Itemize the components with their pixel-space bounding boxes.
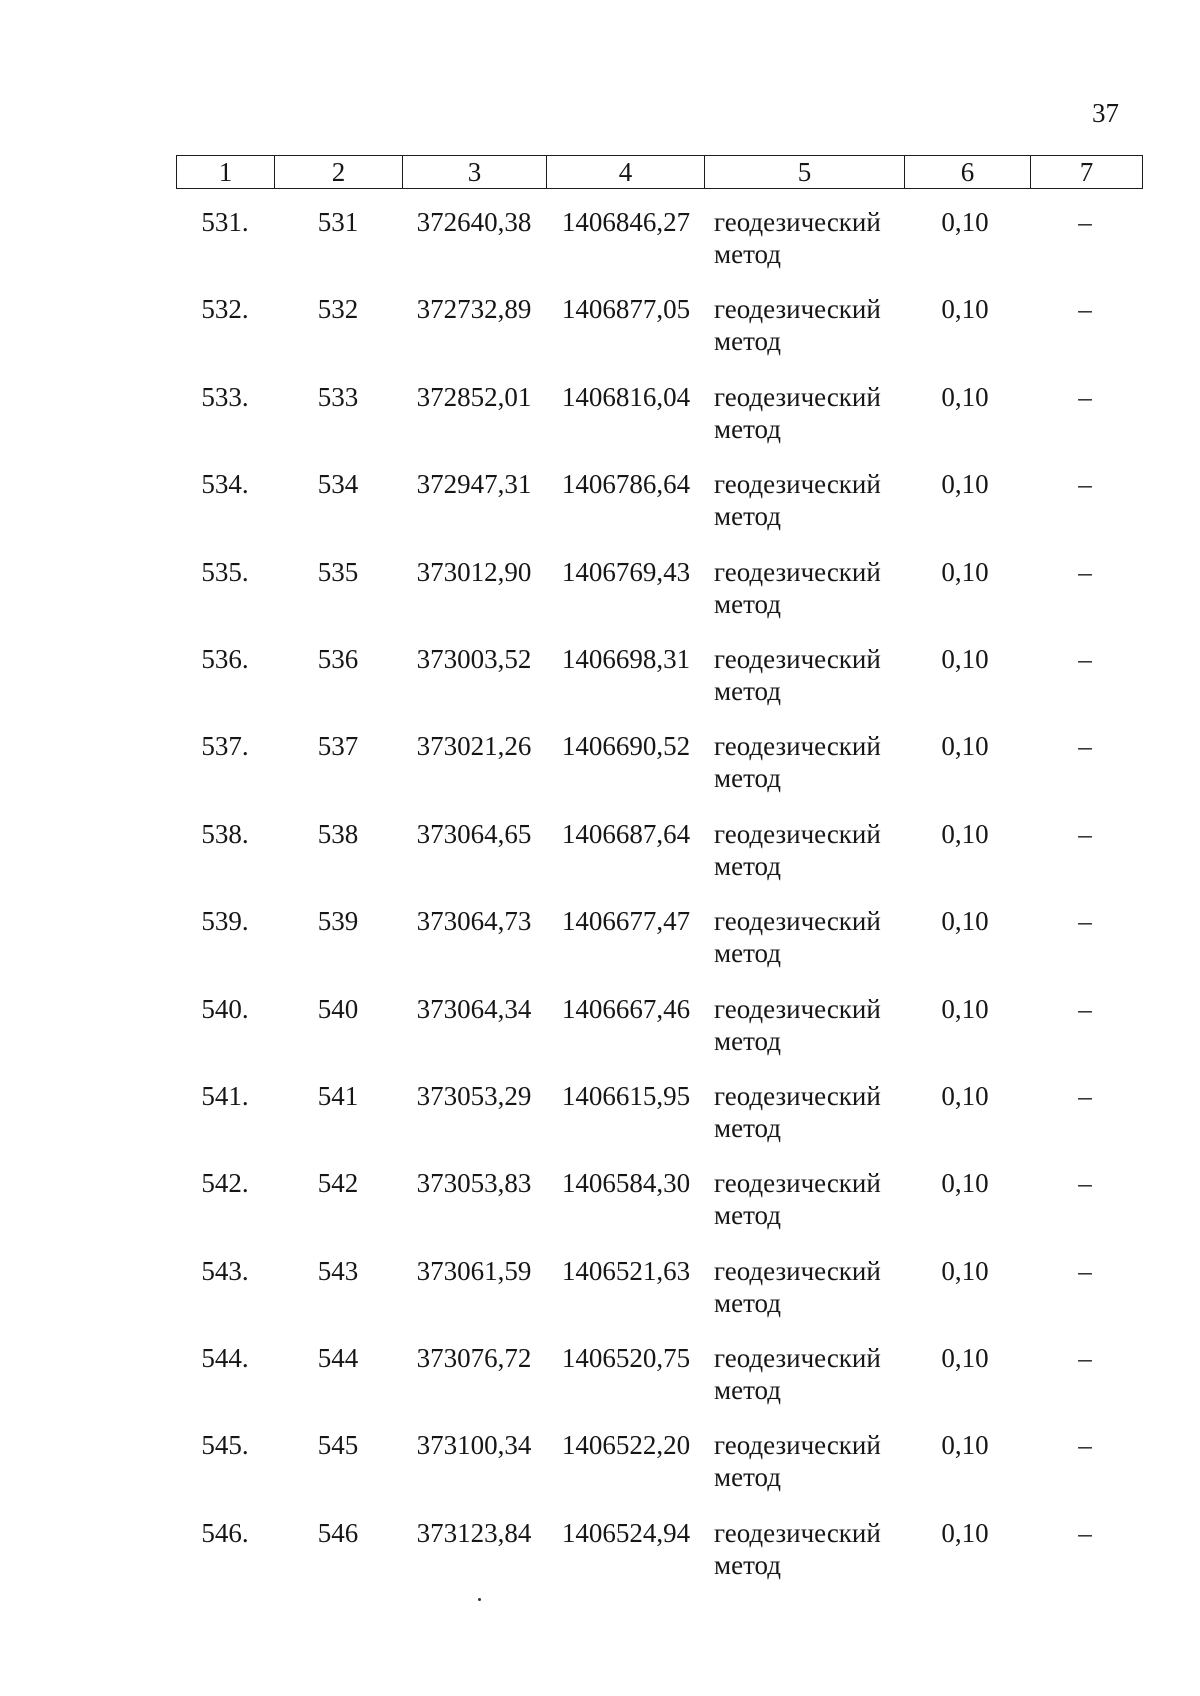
coordinate-y: 1406698,31 [561, 643, 691, 674]
accuracy-value: 0,10 [941, 381, 989, 412]
accuracy-value: 0,10 [941, 556, 989, 587]
coordinate-x: 373012,90 [416, 556, 532, 587]
accuracy-value: 0,10 [941, 1517, 989, 1548]
page-number: 37 [1092, 98, 1119, 128]
method-text: геодезический [714, 469, 881, 500]
scan-speck [478, 1598, 481, 1601]
method-text: геодезический [714, 906, 881, 937]
row-number: 537. [201, 731, 249, 762]
note-dash: – [1078, 731, 1092, 762]
point-id: 535 [317, 556, 359, 587]
accuracy-value: 0,10 [941, 1343, 989, 1374]
method-text: геодезический [714, 1080, 881, 1111]
table-row [176, 818, 1142, 905]
coordinate-x: 373053,29 [416, 1080, 532, 1111]
accuracy-value: 0,10 [941, 1080, 989, 1111]
note-dash: – [1078, 906, 1092, 937]
method-text: геодезический [714, 556, 881, 587]
header-row [177, 156, 1143, 189]
point-id: 544 [317, 1343, 359, 1374]
header-cell-5: 5 [705, 156, 905, 189]
coordinate-x: 372640,38 [416, 207, 532, 237]
coordinate-x: 373021,26 [416, 731, 532, 762]
row-number: 542. [201, 1168, 249, 1199]
accuracy-value: 0,10 [941, 643, 989, 674]
coordinate-y: 1406690,52 [561, 731, 691, 762]
table-row [176, 1429, 1142, 1516]
method-text: геодезический [714, 993, 881, 1024]
row-number: 541. [201, 1080, 249, 1111]
row-number: 536. [201, 643, 249, 674]
row-number: 538. [201, 818, 249, 849]
coordinate-y: 1406667,46 [561, 993, 691, 1024]
coordinate-y: 1406816,04 [561, 381, 691, 412]
row-number: 535. [201, 556, 249, 587]
method-text: геодезический [714, 294, 881, 325]
method-text: геодезический [714, 1517, 881, 1548]
point-id: 534 [317, 469, 359, 500]
note-dash: – [1078, 818, 1092, 849]
table-header [176, 155, 1143, 189]
row-number: 531. [201, 207, 249, 237]
row-number: 539. [201, 906, 249, 937]
method-text: геодезический [714, 1430, 881, 1461]
row-number: 546. [201, 1517, 249, 1548]
table-row [176, 206, 1142, 293]
note-dash: – [1078, 1430, 1092, 1461]
row-number: 534. [201, 469, 249, 500]
accuracy-value: 0,10 [941, 993, 989, 1024]
note-dash: – [1078, 1255, 1092, 1286]
note-dash: – [1078, 1517, 1092, 1548]
row-number: 532. [201, 294, 249, 325]
note-dash: – [1078, 207, 1092, 237]
table-row [176, 1080, 1142, 1167]
row-number: 544. [201, 1343, 249, 1374]
coordinate-y: 1406522,20 [561, 1430, 691, 1461]
method-text: геодезический [714, 731, 881, 762]
method-text-line2: метод [714, 501, 781, 532]
note-dash: – [1078, 993, 1092, 1024]
row-number: 543. [201, 1255, 249, 1286]
method-text-line2: метод [714, 763, 781, 794]
row-number: 545. [201, 1430, 249, 1461]
coordinate-x: 372852,01 [416, 381, 532, 412]
table-row [176, 556, 1142, 643]
method-text-line2: метод [714, 1287, 781, 1318]
coordinate-x: 373061,59 [416, 1255, 532, 1286]
note-dash: – [1078, 556, 1092, 587]
note-dash: – [1078, 469, 1092, 500]
method-text-line2: метод [714, 588, 781, 619]
note-dash: – [1078, 1168, 1092, 1199]
point-id: 533 [317, 381, 359, 412]
method-text-line2: метод [714, 850, 781, 881]
coordinate-y: 1406615,95 [561, 1080, 691, 1111]
point-id: 538 [317, 818, 359, 849]
coordinate-y: 1406877,05 [561, 294, 691, 325]
coordinate-x: 373100,34 [416, 1430, 532, 1461]
point-id: 536 [317, 643, 359, 674]
coordinate-x: 372947,31 [416, 469, 532, 500]
header-cell-4: 4 [547, 156, 705, 189]
accuracy-value: 0,10 [941, 1168, 989, 1199]
accuracy-value: 0,10 [941, 294, 989, 325]
row-number: 540. [201, 993, 249, 1024]
method-text-line2: метод [714, 326, 781, 357]
method-text: геодезический [714, 381, 881, 412]
point-id: 541 [317, 1080, 359, 1111]
header-cell-3: 3 [403, 156, 547, 189]
table-row [176, 643, 1142, 730]
coordinate-y: 1406520,75 [561, 1343, 691, 1374]
method-text-line2: метод [714, 675, 781, 706]
table-row [176, 993, 1142, 1080]
method-text: геодезический [714, 1255, 881, 1286]
method-text-line2: метод [714, 1025, 781, 1056]
accuracy-value: 0,10 [941, 207, 989, 237]
table-row [176, 905, 1142, 992]
coordinate-y: 1406786,64 [561, 469, 691, 500]
coordinate-y: 1406687,64 [561, 818, 691, 849]
accuracy-value: 0,10 [941, 731, 989, 762]
header-cell-2: 2 [275, 156, 403, 189]
point-id: 542 [317, 1168, 359, 1199]
point-id: 539 [317, 906, 359, 937]
point-id: 546 [317, 1517, 359, 1548]
coordinate-x: 372732,89 [416, 294, 532, 325]
point-id: 531 [317, 207, 359, 237]
point-id: 543 [317, 1255, 359, 1286]
coordinate-y: 1406677,47 [561, 906, 691, 937]
table-body [176, 206, 1142, 1604]
coordinate-y: 1406584,30 [561, 1168, 691, 1199]
point-id: 540 [317, 993, 359, 1024]
coordinate-x: 373064,65 [416, 818, 532, 849]
coordinate-x: 373123,84 [416, 1517, 532, 1548]
table-row [176, 1167, 1142, 1254]
accuracy-value: 0,10 [941, 906, 989, 937]
method-text-line2: метод [714, 1462, 781, 1493]
method-text: геодезический [714, 643, 881, 674]
method-text: геодезический [714, 818, 881, 849]
table-row [176, 1517, 1142, 1604]
note-dash: – [1078, 381, 1092, 412]
method-text-line2: метод [714, 938, 781, 969]
point-id: 545 [317, 1430, 359, 1461]
method-text-line2: метод [714, 413, 781, 444]
coordinate-x: 373064,34 [416, 993, 532, 1024]
coordinate-x: 373076,72 [416, 1343, 532, 1374]
coordinate-y: 1406521,63 [561, 1255, 691, 1286]
header-cell-1: 1 [177, 156, 275, 189]
method-text-line2: метод [714, 1549, 781, 1580]
coordinate-x: 373053,83 [416, 1168, 532, 1199]
accuracy-value: 0,10 [941, 1255, 989, 1286]
coordinate-x: 373064,73 [416, 906, 532, 937]
point-id: 532 [317, 294, 359, 325]
point-id: 537 [317, 731, 359, 762]
method-text: геодезический [714, 207, 881, 237]
table-row [176, 1255, 1142, 1342]
method-text: геодезический [714, 1343, 881, 1374]
coordinate-y: 1406846,27 [561, 207, 691, 237]
header-cell-6: 6 [905, 156, 1031, 189]
table-row [176, 1342, 1142, 1429]
table-row [176, 293, 1142, 380]
note-dash: – [1078, 643, 1092, 674]
note-dash: – [1078, 1080, 1092, 1111]
note-dash: – [1078, 294, 1092, 325]
row-number: 533. [201, 381, 249, 412]
method-text: геодезический [714, 1168, 881, 1199]
accuracy-value: 0,10 [941, 1430, 989, 1461]
accuracy-value: 0,10 [941, 469, 989, 500]
header-cell-7: 7 [1031, 156, 1143, 189]
table-row [176, 381, 1142, 468]
method-text-line2: метод [714, 239, 781, 269]
coordinate-x: 373003,52 [416, 643, 532, 674]
coordinate-y: 1406769,43 [561, 556, 691, 587]
table-row [176, 730, 1142, 817]
method-text-line2: метод [714, 1375, 781, 1406]
note-dash: – [1078, 1343, 1092, 1374]
accuracy-value: 0,10 [941, 818, 989, 849]
method-text-line2: метод [714, 1112, 781, 1143]
table-row [176, 468, 1142, 555]
method-text-line2: метод [714, 1200, 781, 1231]
coordinate-y: 1406524,94 [561, 1517, 691, 1548]
